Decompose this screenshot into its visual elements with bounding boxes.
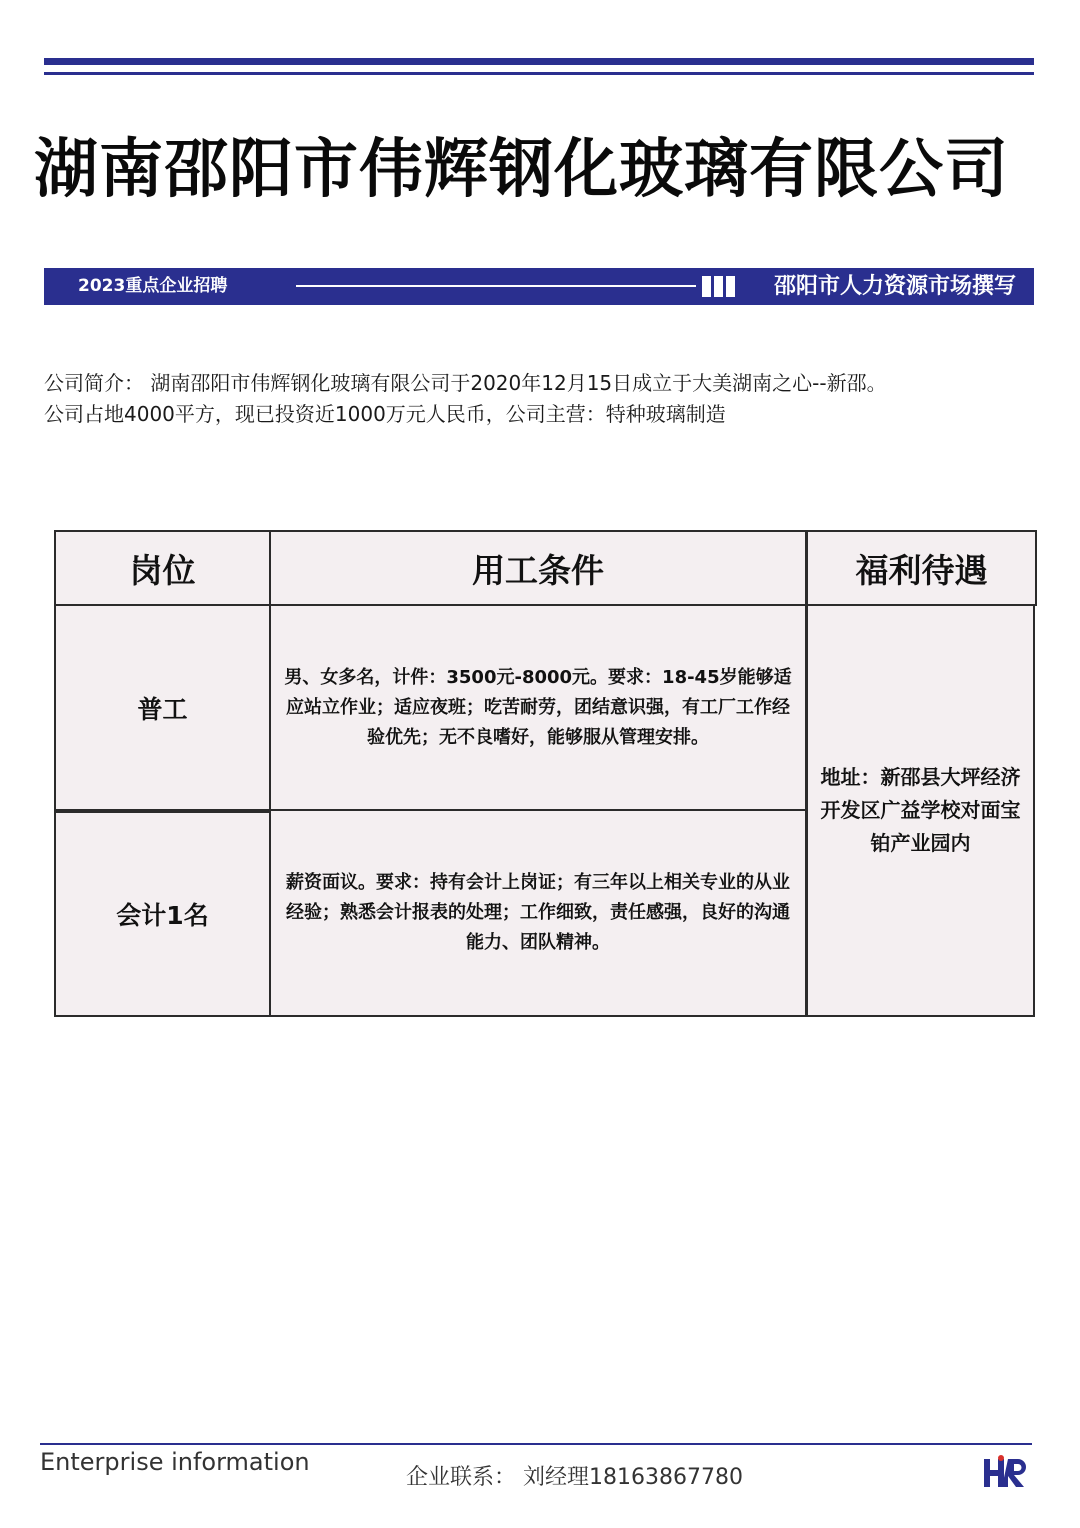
banner-divider bbox=[296, 285, 696, 287]
company-title: 湖南邵阳市伟辉钢化玻璃有限公司 bbox=[34, 133, 1009, 207]
row1-conditions: 男、女多名，计件：3500元-8000元。要求：18-45岁能够适应站立作业；适应夜班；吃苦耐劳，团结意识强，有工厂工作经验优先；无不良嗜好，能够服从管理安排。 bbox=[269, 604, 807, 811]
banner-bars-icon bbox=[702, 276, 738, 297]
header-conditions: 用工条件 bbox=[269, 530, 807, 606]
top-rule-thin bbox=[44, 72, 1034, 75]
hr-logo-icon bbox=[982, 1455, 1030, 1491]
footer-contact: 企业联系： 刘经理18163867780 bbox=[406, 1465, 743, 1490]
benefits-address: 地址：新邵县大坪经济开发区广益学校对面宝铂产业园内 bbox=[806, 604, 1035, 1017]
intro-line-1: 公司简介： 湖南邵阳市伟辉钢化玻璃有限公司于2020年12月15日成立于大美湖南之心--新邵。 bbox=[44, 371, 887, 395]
row1-position: 普工 bbox=[54, 604, 271, 811]
row2-conditions: 薪资面议。要求：持有会计上岗证；有三年以上相关专业的从业经验；熟悉会计报表的处理；工作细致，责任感强，良好的沟通能力、团队精神。 bbox=[269, 809, 807, 1017]
header-benefits: 福利待遇 bbox=[806, 530, 1037, 606]
banner-author: 邵阳市人力资源市场撰写 bbox=[773, 274, 1016, 299]
footer-rule bbox=[40, 1443, 1032, 1445]
header-position: 岗位 bbox=[54, 530, 271, 606]
intro-line-2: 公司占地4000平方，现已投资近1000万元人民币，公司主营：特种玻璃制造 bbox=[44, 402, 726, 426]
top-rule-thick bbox=[44, 58, 1034, 65]
banner-year-label: 2023重点企业招聘 bbox=[78, 276, 228, 296]
row2-position: 会计1名 bbox=[54, 811, 271, 1017]
company-intro bbox=[44, 368, 1044, 430]
footer-label: Enterprise information bbox=[40, 1448, 310, 1476]
recruitment-banner bbox=[44, 268, 1034, 305]
